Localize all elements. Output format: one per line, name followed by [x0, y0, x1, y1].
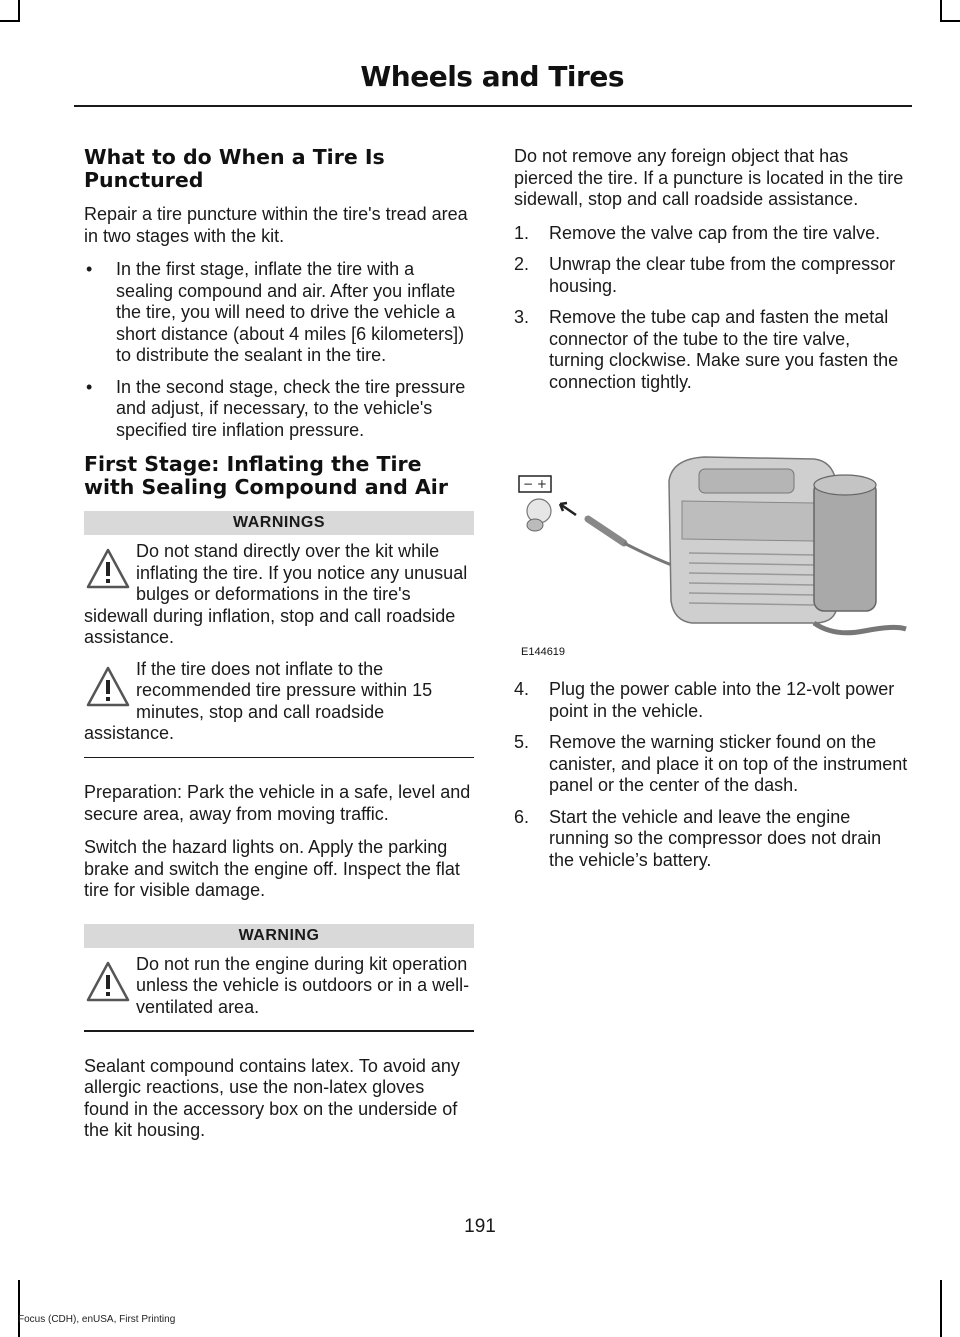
step-number: 1.: [514, 222, 530, 243]
hazard-paragraph: Switch the hazard lights on. Apply the parking brake and switch the engine off. Inspect the flat tire for visible damage.: [84, 837, 460, 900]
warning-triangle-icon: [84, 663, 132, 711]
step-text: Remove the valve cap from the tire valve.: [549, 222, 881, 243]
step-text: Plug the power cable into the 12-volt power point in the vehicle.: [549, 679, 895, 721]
list-item: [514, 679, 908, 722]
header-rule: [74, 105, 912, 107]
warning-text: If the tire does not inflate to the recommended tire pressure within 15 minutes, stop and call roadside assistance.: [84, 658, 433, 743]
list-item: [84, 377, 474, 442]
page-number: 191: [464, 1216, 496, 1237]
warning-header: WARNING: [84, 924, 474, 948]
warnings-header: WARNINGS: [84, 511, 474, 535]
list-item: [514, 254, 908, 297]
step-number: 6.: [514, 806, 530, 827]
step-number: 4.: [514, 679, 530, 699]
list-item: [514, 307, 908, 393]
divider: [84, 757, 474, 759]
step-number: 2.: [514, 254, 530, 274]
steps-list: [514, 679, 908, 871]
step-number: 3.: [514, 307, 530, 327]
bullet-list: [84, 259, 474, 441]
warning-triangle-icon: [84, 545, 132, 593]
warning-triangle-icon: [84, 958, 132, 1006]
crop-mark: [940, 0, 942, 22]
section-heading: What to do When a Tire Is Punctured: [84, 145, 385, 192]
latex-paragraph: Sealant compound contains latex. To avoid any allergic reactions, use the non-latex gloves found in the accessory box on the underside of the kit housing.: [84, 1055, 460, 1140]
crop-mark: [940, 20, 960, 22]
battery-symbol: − +: [523, 477, 547, 491]
footer-text: Focus (CDH), enUSA, First Printing: [18, 1314, 176, 1325]
step-text: Start the vehicle and leave the engine running so the compressor does not drain the vehicle’s battery.: [549, 806, 882, 870]
figure-label: E144619: [521, 646, 566, 658]
warning-text: Do not stand directly over the kit while inflating the tire. If you notice any unusual bulges or deformations in the tire's sidewall during inflation, stop and call roadside assistance.: [84, 541, 468, 647]
compressor-illustration: [514, 441, 908, 659]
step-text: Unwrap the clear tube from the compressor housing.: [549, 254, 896, 296]
left-column: [84, 146, 474, 1154]
list-item-text: In the second stage, check the tire pressure and adjust, if necessary, to the vehicle's specified tire inflation pressure.: [116, 376, 466, 440]
list-item: [514, 223, 908, 245]
intro-paragraph: Repair a tire puncture within the tire's tread area in two stages with the kit.: [84, 204, 468, 246]
bullet-icon: •: [86, 259, 93, 279]
steps-list: [514, 223, 908, 394]
crop-mark: [940, 1280, 942, 1337]
foreign-object-paragraph: Do not remove any foreign object that has pierced the tire. If a puncture is located in the tire sidewall, stop and call roadside assistance.: [514, 146, 904, 209]
crop-mark: [18, 0, 20, 22]
warning-text: Do not run the engine during kit operation unless the vehicle is outdoors or in a well-ventilated area.: [136, 953, 470, 1017]
compressor-drawing: [514, 441, 908, 659]
section-heading: First Stage: Inflating the Tire with Sealing Compound and Air: [84, 452, 448, 499]
crop-mark: [0, 20, 20, 22]
bullet-icon: •: [86, 376, 93, 397]
page-title: Wheels and Tires: [360, 60, 624, 93]
step-text: Remove the tube cap and fasten the metal connector of the tube to the tire valve, turning clockwise. Make sure you fasten the connection tightly.: [549, 307, 899, 392]
step-number: 5.: [514, 732, 530, 752]
preparation-paragraph: Preparation: Park the vehicle in a safe, level and secure area, away from moving traffic.: [84, 782, 471, 824]
warning-item: [84, 541, 474, 649]
list-item: [514, 732, 908, 797]
warning-item: [84, 659, 474, 745]
right-column: [514, 146, 908, 881]
list-item: [84, 259, 474, 367]
divider: [84, 1030, 474, 1032]
crop-mark: [18, 1280, 20, 1337]
warning-item: [84, 954, 474, 1019]
step-text: Remove the warning sticker found on the canister, and place it on top of the instrument panel or the center of the dash.: [549, 732, 908, 795]
list-item-text: In the first stage, inflate the tire with a sealing compound and air. After you inflate the tire, you will need to drive the vehicle a short distance (about 4 miles [6 kilometers]) to distribute the sealant in the tire.: [116, 259, 465, 365]
list-item: [514, 807, 908, 872]
